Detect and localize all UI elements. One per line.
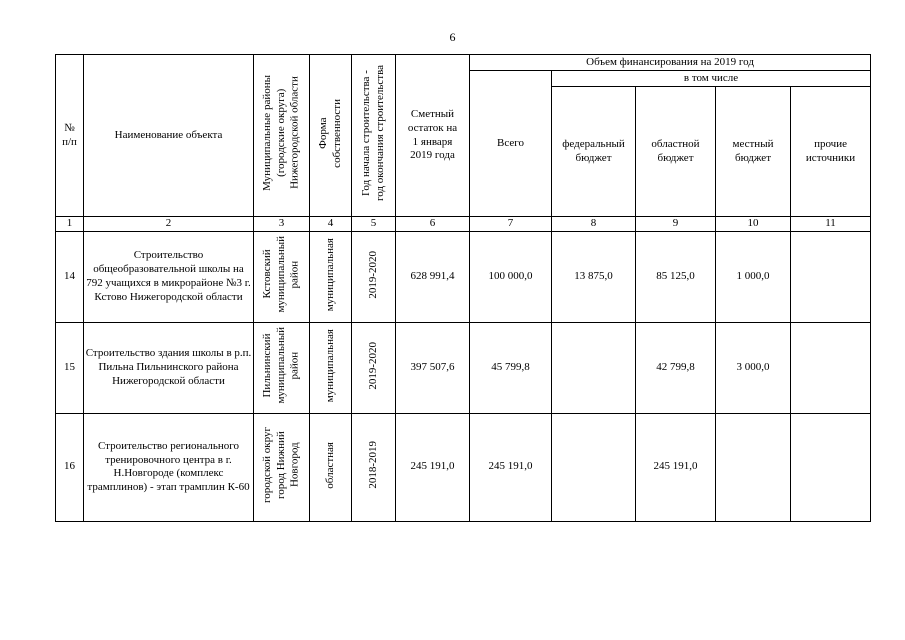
row-name: Строительство регионального тренировочного центра в г. Н.Новгороде (комплекс трамплинов) - этап трамплин К-60 <box>84 413 254 521</box>
row-estimate: 245 191,0 <box>396 413 470 521</box>
row-years: 2019-2020 <box>352 231 396 322</box>
column-number: 2 <box>84 217 254 232</box>
row-federal: 13 875,0 <box>552 231 636 322</box>
row-num: 16 <box>56 413 84 521</box>
column-numbers-row <box>56 217 871 232</box>
header-name: Наименование объекта <box>84 55 254 217</box>
row-num: 14 <box>56 231 84 322</box>
header-financing: Объем финансирования на 2019 год <box>470 55 871 71</box>
row-ownership: муниципальная <box>310 231 352 322</box>
column-number: 10 <box>716 217 791 232</box>
column-number: 6 <box>396 217 470 232</box>
column-number: 1 <box>56 217 84 232</box>
header-federal: федеральный бюджет <box>552 87 636 217</box>
table-row <box>56 413 871 521</box>
column-number: 9 <box>636 217 716 232</box>
header-ownership: Форма собственности <box>310 55 352 217</box>
row-total: 45 799,8 <box>470 322 552 413</box>
row-regional: 85 125,0 <box>636 231 716 322</box>
row-local: 1 000,0 <box>716 231 791 322</box>
page-number: 6 <box>449 30 456 44</box>
row-name: Строительство здания школы в р.п. Пильна Пильнинского района Нижегородской области <box>84 322 254 413</box>
row-district: городской округ город Нижний Новгород <box>254 413 310 521</box>
header-other: прочие источники <box>791 87 871 217</box>
header-total: Всего <box>470 71 552 217</box>
column-number: 8 <box>552 217 636 232</box>
header-regional: областной бюджет <box>636 87 716 217</box>
table-row <box>56 231 871 322</box>
header-district: Муниципальные районы (городские округа) Нижегородской области <box>254 55 310 217</box>
row-name: Строительство общеобразовательной школы на 792 учащихся в микрорайоне №3 г. Кстово Нижегородской области <box>84 231 254 322</box>
row-federal <box>552 322 636 413</box>
table-row <box>56 322 871 413</box>
row-local <box>716 413 791 521</box>
row-ownership: областная <box>310 413 352 521</box>
row-total: 245 191,0 <box>470 413 552 521</box>
header-num: № п/п <box>56 55 84 217</box>
row-regional: 42 799,8 <box>636 322 716 413</box>
row-years: 2019-2020 <box>352 322 396 413</box>
row-other <box>791 322 871 413</box>
row-estimate: 397 507,6 <box>396 322 470 413</box>
column-number: 11 <box>791 217 871 232</box>
row-num: 15 <box>56 322 84 413</box>
header-including: в том числе <box>552 71 871 87</box>
row-total: 100 000,0 <box>470 231 552 322</box>
row-regional: 245 191,0 <box>636 413 716 521</box>
column-number: 5 <box>352 217 396 232</box>
header-local: местный бюджет <box>716 87 791 217</box>
row-local: 3 000,0 <box>716 322 791 413</box>
column-number: 3 <box>254 217 310 232</box>
row-other <box>791 231 871 322</box>
column-number: 7 <box>470 217 552 232</box>
financing-table <box>55 54 871 522</box>
row-federal <box>552 413 636 521</box>
header-years: Год начала строительства - год окончания строительства <box>352 55 396 217</box>
row-estimate: 628 991,4 <box>396 231 470 322</box>
row-other <box>791 413 871 521</box>
row-years: 2018-2019 <box>352 413 396 521</box>
row-ownership: муниципальная <box>310 322 352 413</box>
row-district: Кстовский муниципальный район <box>254 231 310 322</box>
column-number: 4 <box>310 217 352 232</box>
header-estimate: Сметный остаток на 1 января 2019 года <box>396 55 470 217</box>
row-district: Пильнинский муниципальный район <box>254 322 310 413</box>
